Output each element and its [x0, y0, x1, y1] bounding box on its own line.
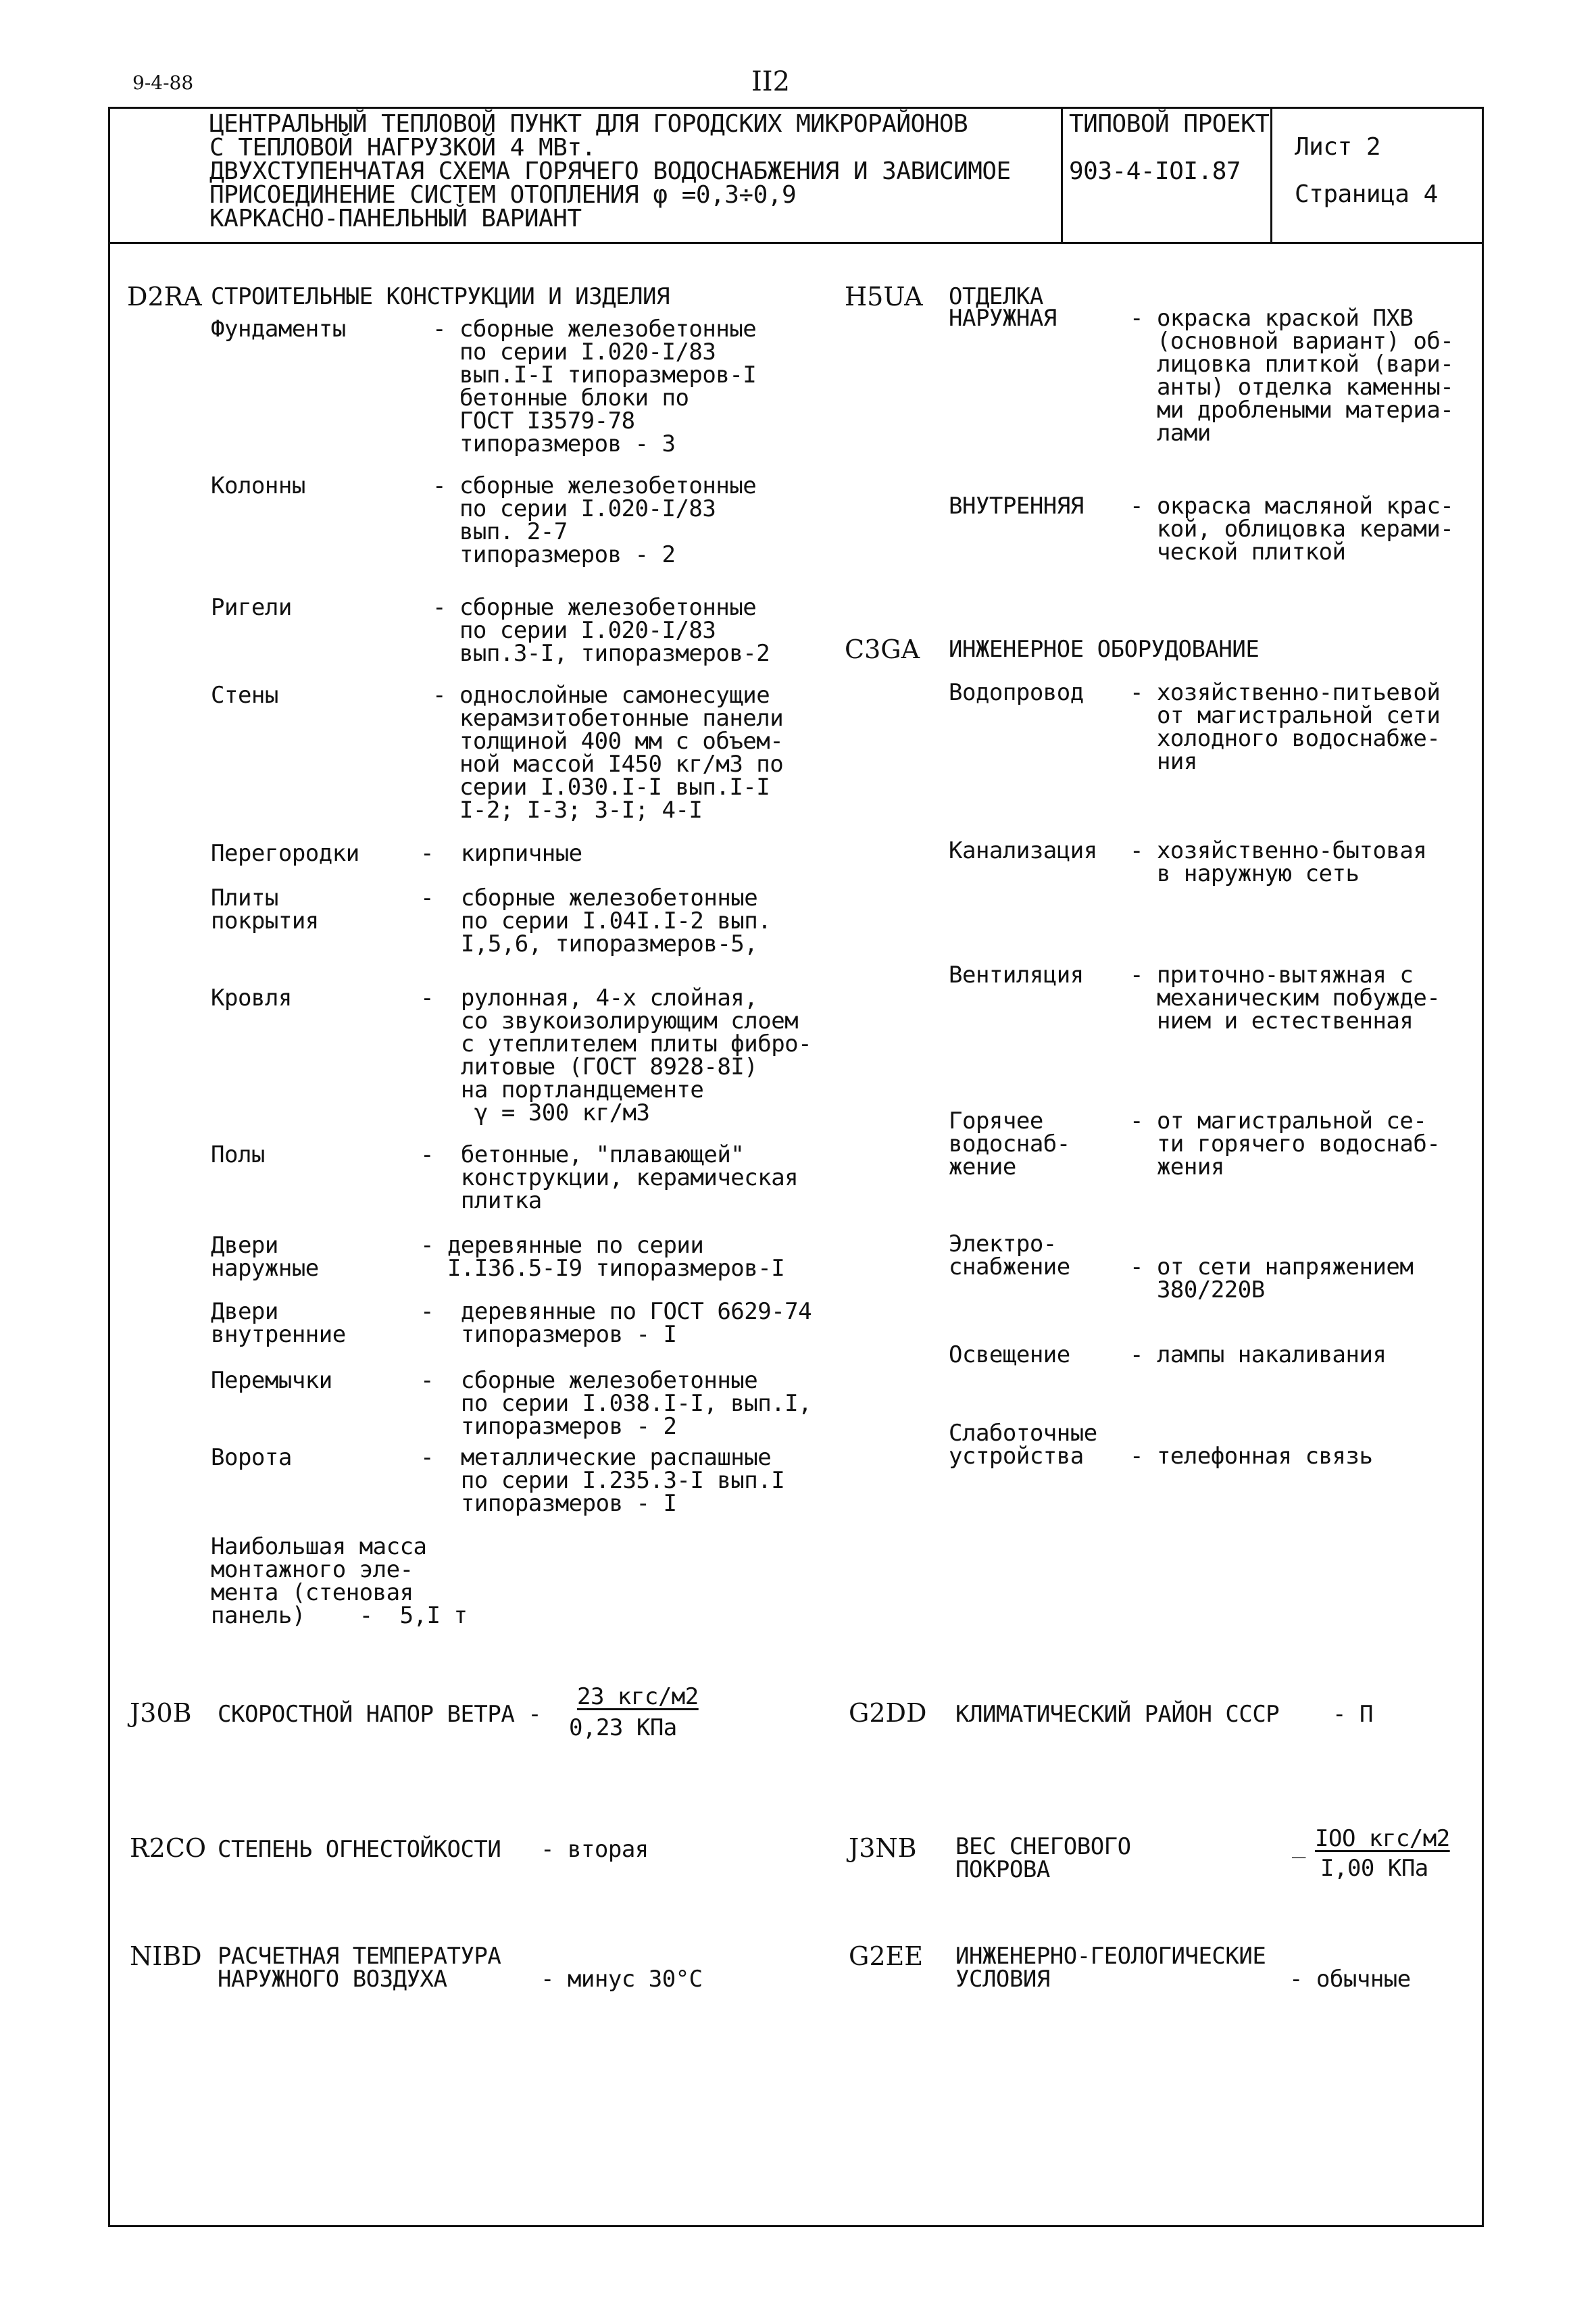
construction-code: D2RA: [127, 282, 202, 312]
construction-value-columns: - сборные железобетонные по серии I.020-I/83 вып. 2-7 типоразмеров - 2: [432, 472, 757, 568]
construction-label-inner-doors: Двери внутренние: [211, 1298, 346, 1348]
construction-label-walls: Стены: [211, 682, 278, 709]
engineering-value-hot-water: - от магистральной се- ти горячего водоснаб- жения: [1130, 1107, 1441, 1180]
engineering-value-lighting: - лампы накаливания: [1130, 1341, 1387, 1368]
title-block-divider-1: [1061, 107, 1063, 243]
project-label: ТИПОВОЙ ПРОЕКТ: [1069, 110, 1270, 138]
snow-value-kpa: I,00 КПа: [1320, 1855, 1428, 1882]
finishing-heading: ОТДЕЛКА: [949, 283, 1043, 310]
fire-code: R2CO: [130, 1833, 207, 1863]
engineering-value-low-current: - телефонная связь: [1130, 1443, 1373, 1470]
snow-fraction: [1315, 1827, 1450, 1880]
wind-value-kpa: 0,23 КПа: [569, 1714, 677, 1741]
engineering-heading: ИНЖЕНЕРНОЕ ОБОРУДОВАНИЕ: [949, 636, 1260, 663]
snow-code: J3NB: [849, 1833, 917, 1863]
construction-heading: СТРОИТЕЛЬНЫЕ КОНСТРУКЦИИ И ИЗДЕЛИЯ: [211, 283, 670, 310]
snow-minus-sign: _: [1292, 1832, 1305, 1859]
construction-label-beams: Ригели: [211, 594, 292, 621]
sheet-number: Лист 2: [1295, 133, 1381, 161]
engineering-value-sewer: - хозяйственно-бытовая в наружную сеть: [1130, 837, 1427, 887]
climate-label: КЛИМАТИЧЕСКИЙ РАЙОН СССР: [955, 1701, 1280, 1728]
finishing-label-interior: ВНУТРЕННЯЯ: [949, 493, 1084, 520]
finishing-code: H5UA: [845, 282, 923, 312]
construction-label-gates: Ворота: [211, 1444, 292, 1471]
construction-label-lintels: Перемычки: [211, 1367, 332, 1394]
title-line-5: КАРКАСНО-ПАНЕЛЬНЫЙ ВАРИАНТ: [209, 205, 582, 232]
geo-label: ИНЖЕНЕРНО-ГЕОЛОГИЧЕСКИЕ УСЛОВИЯ: [955, 1943, 1266, 1993]
snow-value-kgs: IOO кгс/м2: [1315, 1825, 1450, 1852]
engineering-label-ventilation: Вентиляция: [949, 962, 1084, 989]
snow-label: ВЕС СНЕГОВОГО ПОКРОВА: [955, 1833, 1131, 1883]
engineering-label-sewer: Канализация: [949, 837, 1097, 864]
finishing-label-exterior: НАРУЖНАЯ: [949, 305, 1057, 332]
construction-value-foundations: - сборные железобетонные по серии I.020-I/83 вып.I-I типоразмеров-I бетонные блоки по ГОСТ I3579-78 типоразмеров - 3: [432, 316, 757, 457]
fire-value: - вторая: [541, 1836, 649, 1863]
construction-label-foundations: Фундаменты: [211, 316, 346, 343]
title-line-4: ПРИСОЕДИНЕНИЕ СИСТЕМ ОТОПЛЕНИЯ φ =0,3÷0,9: [209, 181, 797, 209]
construction-max-mass: Наибольшая масса монтажного эле- мента (стеновая панель) - 5,I т: [211, 1533, 468, 1629]
construction-label-partitions: Перегородки: [211, 840, 359, 867]
wind-fraction: [569, 1685, 707, 1739]
construction-value-outer-doors: - деревянные по серии I.I36.5-I9 типоразмеров-I: [420, 1232, 785, 1282]
construction-label-roof-slabs: Плиты покрытия: [211, 885, 319, 935]
construction-value-roof-slabs: - сборные железобетонные по серии I.04I.I-2 вып. I,5,6, типоразмеров-5,: [420, 885, 772, 957]
engineering-label-water: Водопровод: [949, 679, 1084, 706]
fire-label: СТЕПЕНЬ ОГНЕСТОЙКОСТИ: [218, 1836, 501, 1863]
engineering-label-low-current: Слаботочные устройства: [949, 1420, 1097, 1470]
title-block-divider-2: [1270, 107, 1272, 243]
construction-value-walls: - однослойные самонесущие керамзитобетонные панели толщиной 400 мм с объем- ной массой I450 кг/м3 по серии I.030.I-I вып.I-I I-2; I-3; 3-I; 4-I: [432, 682, 784, 824]
title-block-title: [209, 112, 1011, 230]
finishing-value-interior: - окраска масляной крас- кой, облицовка керами- ческой плиткой: [1130, 493, 1454, 566]
wind-label: СКОРОСТНОЙ НАПОР ВЕТРА -: [218, 1701, 542, 1728]
page-of-sheet: Страница 4: [1295, 180, 1438, 208]
climate-value: - П: [1332, 1701, 1373, 1728]
construction-value-gates: - металлические распашные по серии I.235.3-I вып.I типоразмеров - I: [420, 1444, 785, 1517]
wind-value-kgs: 23 кгс/м2: [577, 1683, 699, 1710]
geo-value: - обычные: [1289, 1966, 1411, 1993]
construction-label-columns: Колонны: [211, 472, 305, 499]
temp-label: РАСЧЕТНАЯ ТЕМПЕРАТУРА НАРУЖНОГО ВОЗДУХА: [218, 1943, 501, 1993]
engineering-value-ventilation: - приточно-вытяжная с механическим побужде- нием и естественная: [1130, 962, 1441, 1035]
engineering-code: C3GA: [845, 634, 920, 664]
wind-code: J30B: [130, 1698, 192, 1728]
construction-value-lintels: - сборные железобетонные по серии I.038.I-I, вып.I, типоразмеров - 2: [420, 1367, 812, 1440]
finishing-value-exterior: - окраска краской ПХВ (основной вариант) об- лицовка плиткой (вари- анты) отделка каменны- ми дроблеными материа- лами: [1130, 305, 1454, 447]
climate-code: G2DD: [849, 1698, 927, 1728]
title-line-1: ЦЕНТРАЛЬНЫЙ ТЕПЛОВОЙ ПУНКТ ДЛЯ ГОРОДСКИХ МИКРОРАЙОНОВ: [209, 110, 968, 138]
page-number: II2: [751, 66, 791, 97]
doc-date: 9-4-88: [132, 72, 194, 94]
construction-label-floors: Полы: [211, 1141, 265, 1168]
construction-label-outer-doors: Двери наружные: [211, 1232, 319, 1282]
engineering-label-lighting: Освещение: [949, 1341, 1070, 1368]
engineering-label-power: Электро- снабжение: [949, 1230, 1070, 1280]
temp-value: - минус 30°С: [541, 1966, 703, 1993]
construction-label-roofing: Кровля: [211, 985, 292, 1012]
engineering-value-power: - от сети напряжением 380/220В: [1130, 1253, 1414, 1303]
project-number: 903-4-IOI.87: [1069, 157, 1241, 185]
title-block-bottom-rule: [108, 242, 1484, 244]
construction-value-inner-doors: - деревянные по ГОСТ 6629-74 типоразмеров - I: [420, 1298, 812, 1348]
title-line-3: ДВУХСТУПЕНЧАТАЯ СХЕМА ГОРЯЧЕГО ВОДОСНАБЖЕНИЯ И ЗАВИСИМОЕ: [209, 157, 1011, 185]
engineering-label-hot-water: Горячее водоснаб- жение: [949, 1107, 1070, 1180]
construction-value-floors: - бетонные, "плавающей" конструкции, керамическая плитка: [420, 1141, 799, 1214]
construction-value-partitions: - кирпичные: [420, 840, 582, 867]
construction-value-beams: - сборные железобетонные по серии I.020-I/83 вып.3-I, типоразмеров-2: [432, 594, 770, 667]
title-line-2: С ТЕПЛОВОЙ НАГРУЗКОЙ 4 МВт.: [209, 134, 596, 161]
engineering-value-water: - хозяйственно-питьевой от магистральной сети холодного водоснабже- ния: [1130, 679, 1441, 775]
temp-code: NIBD: [130, 1941, 202, 1971]
geo-code: G2EE: [849, 1941, 924, 1971]
construction-value-roofing: - рулонная, 4-х слойная, со звукоизолирующим слоем с утеплителем плиты фибро- литовые (ГОСТ 8928-8I) на портландцементе γ = 300 кг/м3: [420, 985, 812, 1126]
